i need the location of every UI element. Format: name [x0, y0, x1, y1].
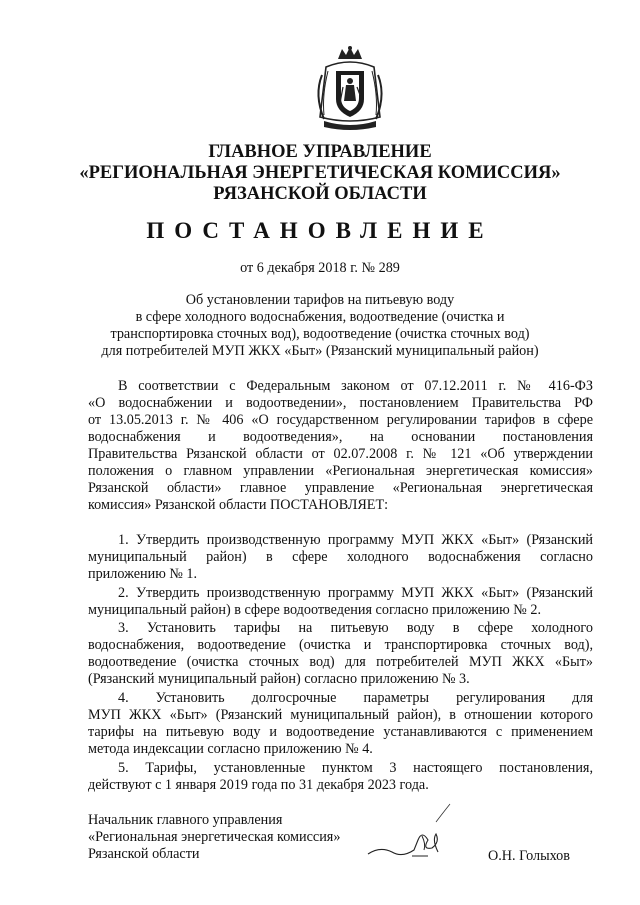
subject-line: в сфере холодного водоснабжения, водоотведение (очистка и — [135, 309, 505, 325]
signatory-name: О.Н. Голыхов — [488, 848, 570, 864]
signatory-position: Рязанской области — [88, 846, 200, 862]
decree-item-2: 2. Утвердить производственную программу МУП ЖКХ «Быт» (Рязанский — [118, 585, 593, 601]
preamble-line: комиссия» Рязанской области ПОСТАНОВЛЯЕТ: — [88, 497, 389, 513]
preamble-line: В соответствии с Федеральным законом от 07.12.2011 г. № 416-ФЗ — [118, 378, 593, 394]
decree-item-1: муниципальный район) в сфере холодного водоснабжения согласно — [88, 549, 593, 565]
decree-item-1: приложению № 1. — [88, 566, 198, 582]
decree-item-3: водоснабжения, водоотведение (очистка и транспортировка сточных вод), — [88, 637, 593, 653]
preamble-line: «О водоснабжении и водоотведении», постановлением Правительства РФ — [88, 395, 593, 411]
document-type: ПОСТАНОВЛЕНИЕ — [146, 218, 494, 243]
preamble-line: от 13.05.2013 г. № 406 «О государственном регулировании тарифов в сфере — [88, 412, 593, 428]
preamble-line: Правительства Рязанской области от 02.07.2008 г. № 121 «Об утверждении — [88, 446, 593, 462]
decree-item-3: 3. Установить тарифы на питьевую воду в сфере холодного — [118, 620, 593, 636]
org-name-line3: РЯЗАНСКОЙ ОБЛАСТИ — [213, 184, 427, 204]
decree-item-4: 4. Установить долгосрочные параметры регулирования для — [118, 690, 593, 706]
date-number: от 6 декабря 2018 г. № 289 — [240, 260, 400, 276]
org-name-line1: ГЛАВНОЕ УПРАВЛЕНИЕ — [208, 142, 432, 162]
signatory-position: «Региональная энергетическая комиссия» — [88, 829, 341, 845]
preamble-line: Рязанской области» главное управление «Региональная энергетическая — [88, 480, 593, 496]
coat-of-arms-emblem — [310, 45, 390, 133]
decree-item-3: водоотведение (очистка сточных вод) для потребителей МУП ЖКХ «Быт» — [88, 654, 593, 670]
subject-line: для потребителей МУП ЖКХ «Быт» (Рязанский муниципальный район) — [101, 343, 539, 359]
decree-item-4: МУП ЖКХ «Быт» (Рязанский муниципальный район), в отношении которого — [88, 707, 593, 723]
decree-item-5: действуют с 1 января 2019 года по 31 декабря 2023 года. — [88, 777, 429, 793]
subject-line: Об установлении тарифов на питьевую воду — [185, 292, 455, 308]
org-name-line2: «РЕГИОНАЛЬНАЯ ЭНЕРГЕТИЧЕСКАЯ КОМИССИЯ» — [79, 163, 561, 183]
subject-line: транспортировка сточных вод), водоотведение (очистка сточных вод) — [110, 326, 530, 342]
preamble-line: водоснабжения и водоотведения», на основании постановления — [88, 429, 593, 445]
decree-item-5: 5. Тарифы, установленные пунктом 3 настоящего постановления, — [118, 760, 593, 776]
handwritten-signature — [362, 800, 462, 870]
decree-item-1: 1. Утвердить производственную программу МУП ЖКХ «Быт» (Рязанский — [118, 532, 593, 548]
decree-item-4: метода индексации согласно приложению № 4. — [88, 741, 373, 757]
preamble-line: положения о главном управлении «Региональная энергетическая комиссия» — [88, 463, 593, 479]
decree-item-2: муниципальный район) в сфере водоотведения согласно приложению № 2. — [88, 602, 542, 618]
decree-item-4: тарифы на питьевую воду и водоотведение устанавливаются с применением — [88, 724, 593, 740]
decree-item-3: (Рязанский муниципальный район) согласно приложению № 3. — [88, 671, 470, 687]
signatory-position: Начальник главного управления — [88, 812, 283, 828]
